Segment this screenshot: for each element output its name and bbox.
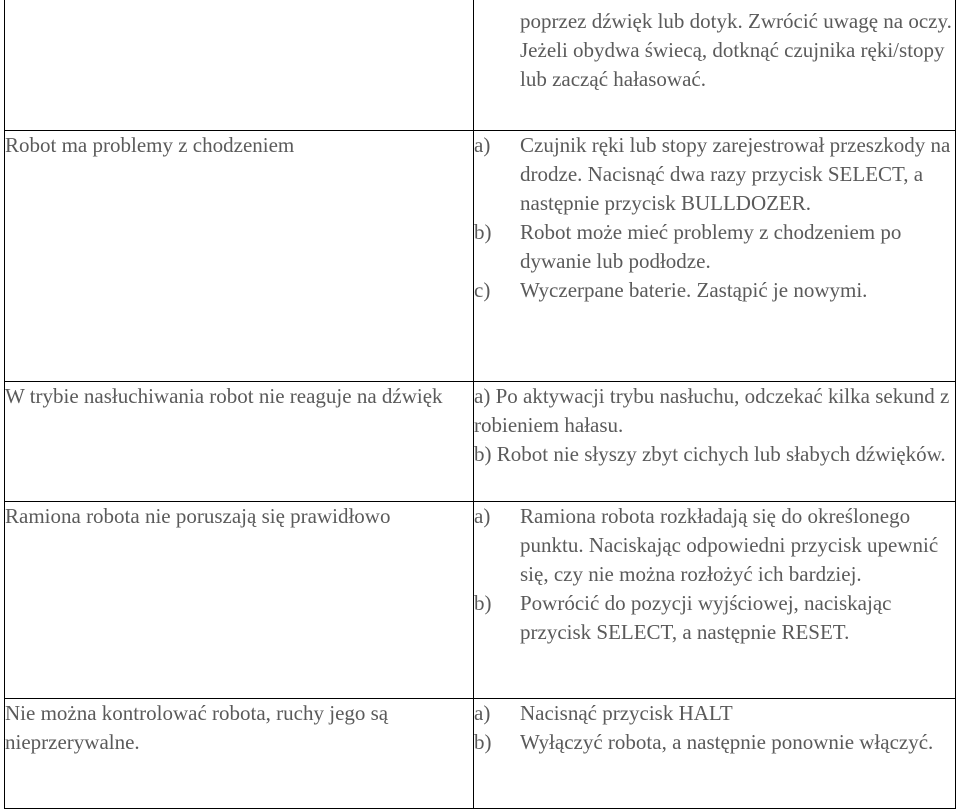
solution-paragraph: a) Po aktywacji trybu nasłuchu, odczekać kilka sekund z robieniem hałasu. — [474, 384, 950, 437]
solution-text: Nacisnąć przycisk HALT — [520, 701, 733, 725]
list-marker: c) — [474, 278, 491, 302]
list-marker: a) — [474, 701, 491, 725]
problem-cell — [5, 0, 474, 131]
list-item — [474, 276, 955, 305]
list-item — [474, 589, 955, 647]
problem-text: Robot ma problemy z chodzeniem — [5, 133, 295, 157]
solution-cell — [474, 382, 956, 502]
table-row — [5, 502, 956, 699]
list-marker: a) — [474, 504, 491, 528]
problem-cell — [5, 131, 474, 382]
list-item — [474, 218, 955, 276]
solution-text: Robot może mieć problemy z chodzeniem po dywanie lub podłodze. — [520, 220, 902, 273]
table-row — [5, 699, 956, 809]
solution-cell — [474, 131, 956, 382]
troubleshooting-table — [4, 0, 956, 809]
list-item — [474, 728, 955, 757]
table-row — [5, 131, 956, 382]
solution-text: Czujnik ręki lub stopy zarejestrował przeszkody na drodze. Nacisnąć dwa razy przycisk SELECT, a następnie przycisk BULLDOZER. — [520, 133, 951, 215]
solution-cell — [474, 0, 956, 131]
solution-list — [474, 699, 955, 757]
solution-list — [474, 131, 955, 305]
list-marker: b) — [474, 730, 492, 754]
problem-text: Ramiona robota nie poruszają się prawidłowo — [5, 504, 391, 528]
solution-text: Powrócić do pozycji wyjściowej, naciskając przycisk SELECT, a następnie RESET. — [520, 591, 892, 644]
solution-text: Wyłączyć robota, a następnie ponownie włączyć. — [520, 730, 934, 754]
list-item — [474, 699, 955, 728]
solution-paragraph: b) Robot nie słyszy zbyt cichych lub słabych dźwięków. — [474, 442, 946, 466]
list-item — [474, 131, 955, 218]
table-row — [5, 382, 956, 502]
solution-cell — [474, 502, 956, 699]
problem-text: Nie można kontrolować robota, ruchy jego są nieprzerywalne. — [5, 701, 389, 754]
list-item — [474, 502, 955, 589]
solution-text: Wyczerpane baterie. Zastąpić je nowymi. — [520, 278, 868, 302]
solution-list — [474, 502, 955, 647]
problem-cell — [5, 502, 474, 699]
problem-text: W trybie nasłuchiwania robot nie reaguje na dźwięk — [5, 384, 443, 408]
table-row — [5, 0, 956, 131]
list-marker: a) — [474, 133, 491, 157]
solution-cell — [474, 699, 956, 809]
solution-text: Ramiona robota rozkładają się do określonego punktu. Naciskając odpowiedni przycisk upewnić się, czy nie można rozłożyć ich bardziej. — [520, 504, 939, 586]
list-marker: b) — [474, 220, 492, 244]
list-marker: b) — [474, 591, 492, 615]
problem-cell — [5, 699, 474, 809]
problem-cell — [5, 382, 474, 502]
solution-continuation-text: poprzez dźwięk lub dotyk. Zwrócić uwagę na oczy. Jeżeli obydwa świecą, dotknąć czujnika ręki/stopy lub zacząć hałasować. — [520, 9, 952, 91]
